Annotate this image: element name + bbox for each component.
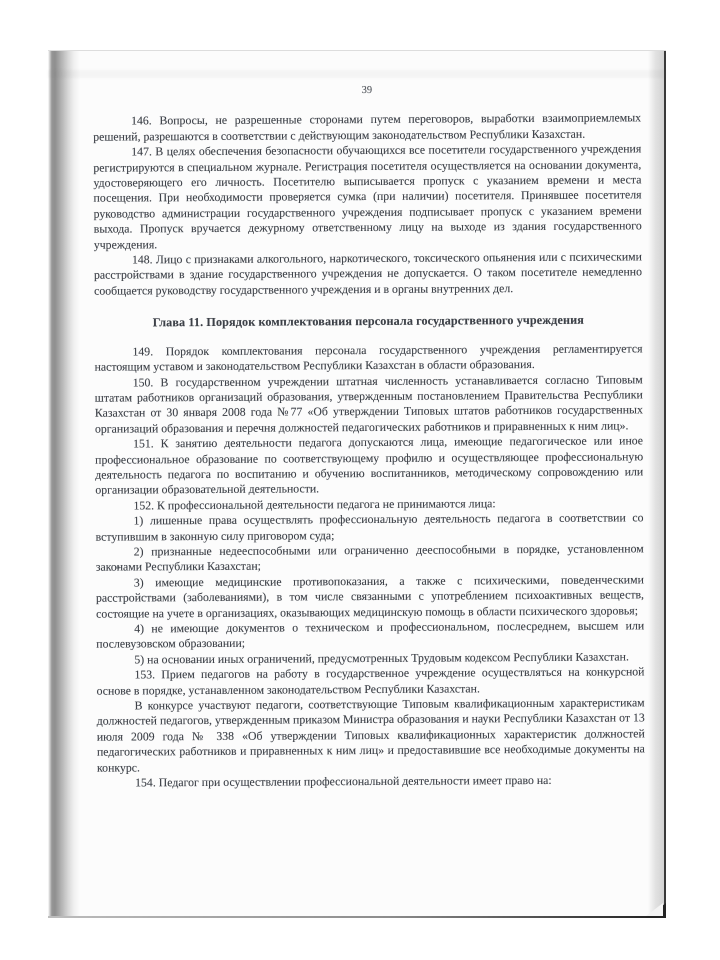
paragraph-153: 153. Прием педагогов на работу в государственное учреждение осуществляться на конкурсной основе в порядке, устанавленном законодательством Республики Казахстан. (96, 664, 645, 698)
paragraph-152-item-1: 1) лишенные права осуществлять профессиональную деятельность педагога в соответствии со вступившим в законную силу приговором суда; (95, 510, 644, 544)
paragraph-149: 149. Порядок комплектования персонала государственного учреждения регламентируется настоящим уставом и законодательством Республики Казахстан в области образования. (94, 341, 643, 374)
paragraph-152-item-4: 4) не имеющие документов о техническом и профессиональном, послесреднем, высшем или послевузовском образовании; (96, 618, 645, 652)
chapter-11-heading: Глава 11. Порядок комплектования персонала государственного учреждения (152, 312, 584, 330)
paragraph-152: 152. К профессиональной деятельности педагога не принимаются лица: (133, 495, 496, 513)
scanned-document-page (48, 50, 666, 918)
corner-curl-paper (646, 903, 663, 916)
scan-smudge (48, 70, 666, 78)
paragraph-151: 151. К занятию деятельности педагога допускаются лица, имеющие педагогическое или иное профессиональное образование по соответствующему профилю и осуществляющее профессиональную деятельность педагога по воспитанию и обучению воспитанников, методическому сопровождению или организации образовательной деятельности. (95, 433, 644, 498)
paragraph-152-item-2: 2) признанные недееспособными или ограниченно дееспособными в порядке, установленном законами Республики Казахстан; (95, 541, 644, 575)
page-left-spine-edge (48, 50, 80, 918)
paragraph-154: 154. Педагог при осуществлении профессиональной деятельности имеет право на: (135, 772, 552, 790)
page-right-cut-edge (648, 50, 666, 918)
paragraph-152-item-5: 5) на основании иных ограничений, предусмотренных Трудовым кодексом Республики Казахстан. (134, 649, 629, 667)
paragraph-147: 147. В целях обеспечения безопасности обучающихся все посетители государственного учреждения регистрируются в специальном журнале. Регистрация посетителя осуществляется на основании документа, удостоверяющего его личность. Посетителю выписывается пропуск с указанием времени и места посещения. При необходимости проверяется сумка (при наличии) посетителя. Принявшее посетителя руководство администрации государственного учреждения подписывает пропуск с указанием времени выхода. Пропуск вручается дежурному ответственному лицу на выходе из здания государственного учреждения. (93, 141, 642, 252)
document-text-block (93, 81, 645, 791)
page-top-cut-edge (48, 50, 666, 51)
paragraph-153-continuation: В конкурсе участвуют педагоги, соответствующие Типовым квалификационным характеристикам должностей педагогов, утвержденным приказом Министра образования и науки Республики Казахстан от 13 июля 2009 года № 338 «Об утверждении Типовых квалификационных характеристик должностей педагогических работников и приравненных к ним лиц» и предоставившие все необходимые документы на конкурс. (96, 695, 645, 775)
page-bottom-cut-edge (48, 916, 666, 918)
paragraph-150: 150. В государственном учреждении штатная численность устанавливается согласно Типовым штатам работников организаций образования, утвержденным постановлением Правительства Республики Казахстан от 30 января 2008 года №77 «Об утверждении Типовых штатов работников государственных организаций образования и перечня должностей педагогических работников и приравненных к ним лиц». (94, 371, 643, 436)
paragraph-146: 146. Вопросы, не разрешенные сторонами путем переговоров, выработки взаимоприемлемых решений, разрешаются в соответствии с действующим законодательством Республики Казахстан. (93, 110, 642, 144)
paragraph-148: 148. Лицо с признаками алкогольного, наркотического, токсического опьянения или с психическими расстройствами в здание государственного учреждения не допускается. О таком посетителе немедленно сообщается руководству государственного учреждения и в органы внутренних дел. (93, 249, 643, 298)
page-number: 39 (361, 84, 373, 97)
paragraph-152-item-3: 3) имеющие медицинские противопоказания, а также с психическими, поведенческими расстройствами (заболеваниями), в том числе связанными с употреблением психоактивных веществ, состоящие на учете в организациях, оказывающих медицинскую помощь в области психического здоровья; (95, 572, 645, 621)
